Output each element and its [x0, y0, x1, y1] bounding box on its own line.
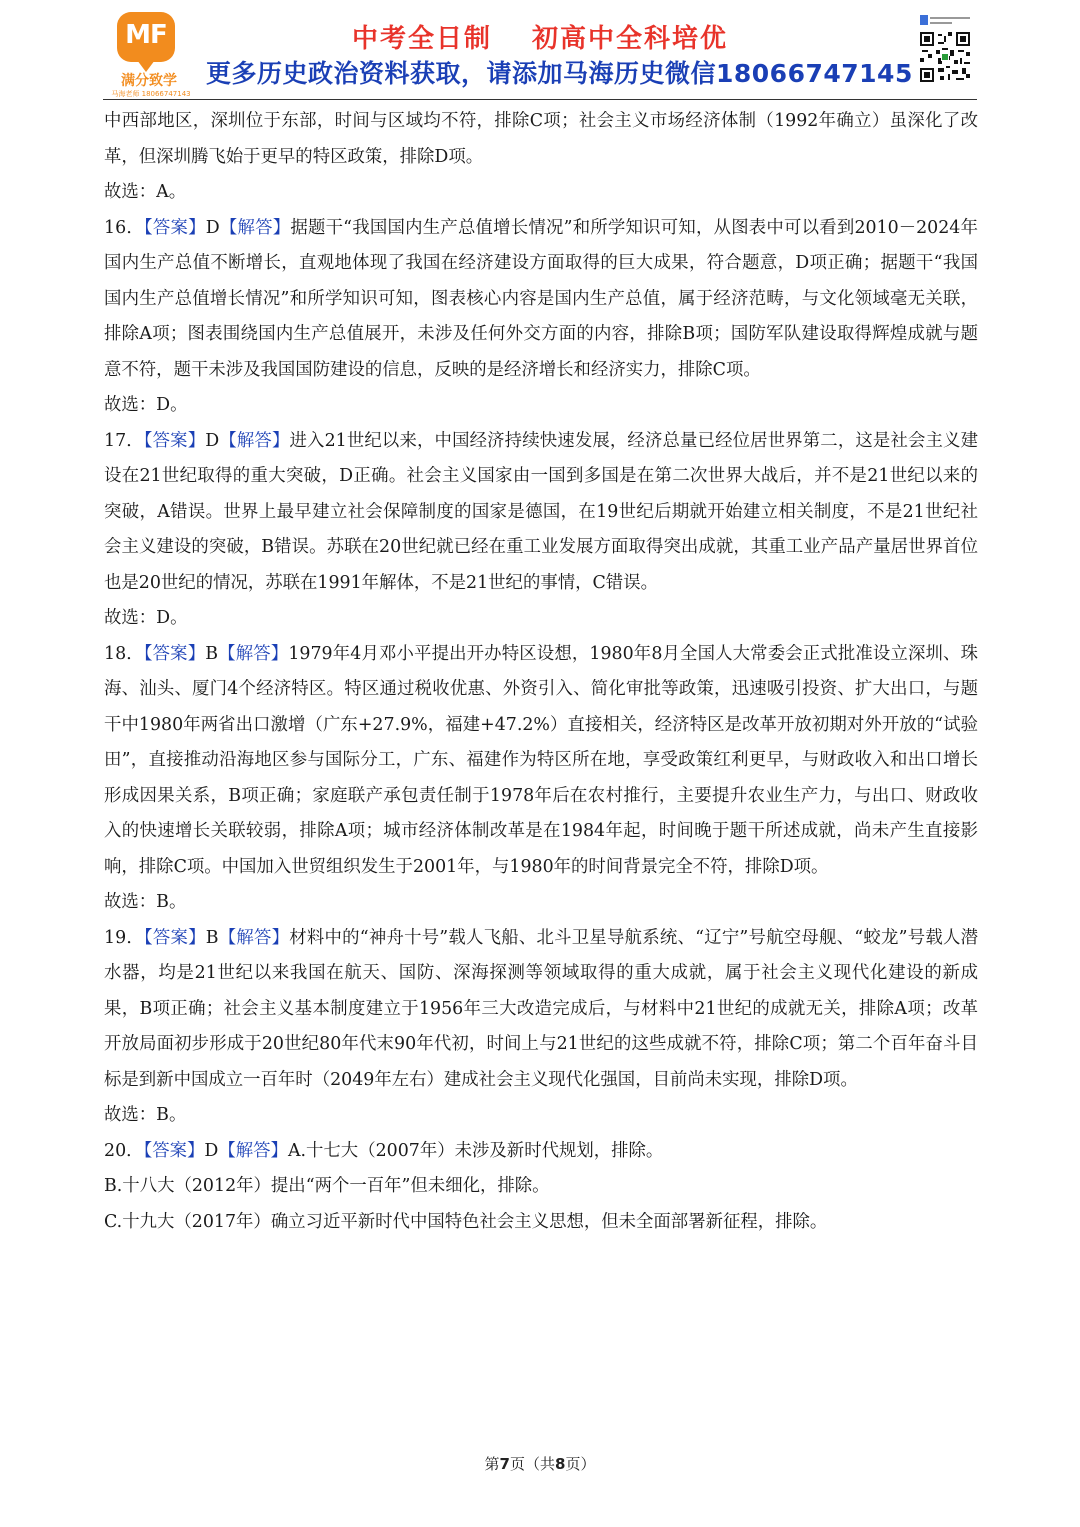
- item-number: 18．: [104, 643, 144, 664]
- answer-letter: B: [205, 643, 219, 664]
- logo-mf-text: MF: [125, 20, 167, 50]
- page-footer: [0, 1453, 1080, 1474]
- brand-logo: [111, 12, 191, 98]
- choice-line: 故选：D。: [104, 608, 188, 628]
- page-number: 7: [499, 1455, 510, 1473]
- logo-subtitle: 马海老师 18066747143: [111, 90, 191, 98]
- item-number: 20．: [104, 1140, 144, 1161]
- qr-matrix-icon: [920, 32, 970, 82]
- answer-letter: D: [204, 1140, 219, 1161]
- footer-prefix: 第: [484, 1455, 500, 1473]
- header-slogan-a: 中考全日制: [352, 24, 493, 54]
- paragraph-continuation: 中西部地区，深圳位于东部，时间与区域均不符，排除C项；社会主义市场经济体制（1992年确立）虽深化了改革，但深圳腾飞始于更早的特区政策，排除D项。: [104, 111, 978, 167]
- solution-tag: 【解答】: [219, 217, 291, 238]
- solution-text: A.十七大（2007年）未涉及新时代规划，排除。: [287, 1140, 664, 1161]
- item-number: 16．: [104, 217, 144, 238]
- answer-item-20: [104, 1134, 978, 1170]
- answer-tag: 【答案】: [143, 217, 206, 238]
- header-slogan: [352, 18, 728, 55]
- answer-item-19: [104, 921, 978, 1099]
- solution-tag: 【解答】: [218, 927, 290, 948]
- option-line-c: C.十九大（2017年）确立习近平新时代中国特色社会主义思想，但未全面部署新征程，排除。: [104, 1211, 828, 1232]
- logo-name: 满分致学: [121, 73, 177, 89]
- solution-text: 进入21世纪以来，中国经济持续快速发展，经济总量已经位居世界第二，这是社会主义建设在21世纪取得的重大突破，D正确。社会主义国家由一国到多国是在第二次世界大战后，并不是21世纪以来的突破，A错误。世界上最早建立社会保障制度的国家是德国，在19世纪后期就开始建立相关制度，不是21世纪社会主义建设的突破，B错误。苏联在20世纪就已经在重工业发展方面取得突出成就，其重工业产品产量居世界首位也是20世纪的情况，苏联在1991年解体，不是21世纪的事情，C错误。: [104, 430, 978, 593]
- choice-line: 故选：B。: [104, 892, 187, 912]
- answer-content: [104, 104, 978, 1240]
- choice-line: 故选：A。: [104, 182, 187, 202]
- qr-code-icon: [920, 14, 972, 84]
- footer-mid: 页（共: [509, 1455, 555, 1473]
- header-slogan-b: 初高中全科培优: [532, 24, 729, 54]
- solution-tag: 【解答】: [219, 430, 290, 451]
- answer-tag: 【答案】: [143, 927, 206, 948]
- page-header: [0, 0, 1080, 100]
- option-line-b: B.十八大（2012年）提出“两个一百年”但未细化，排除。: [104, 1176, 550, 1196]
- item-number: 19．: [104, 927, 144, 948]
- qr-caption-icon: [920, 14, 972, 28]
- answer-letter: B: [205, 927, 219, 948]
- header-divider: [103, 99, 977, 100]
- answer-item-16: [104, 211, 978, 389]
- header-contact: 更多历史政治资料获取，请添加马海历史微信18066747145: [206, 59, 913, 88]
- answer-tag: 【答案】: [143, 430, 206, 451]
- solution-text: 据题干“我国国内生产总值增长情况”和所学知识可知，从图表中可以看到2010－2024年国内生产总值不断增长，直观地体现了我国在经济建设方面取得的巨大成果，符合题意，D项正确；据题干“我国国内生产总值增长情况”和所学知识可知，图表核心内容是国内生产总值，属于经济范畴，与文化领域毫无关联，排除A项；图表围绕国内生产总值展开，未涉及任何外交方面的内容，排除B项；国防军队建设取得辉煌成就与题意不符，题干未涉及我国国防建设的信息，反映的是经济增长和经济实力，排除C项。: [104, 217, 978, 380]
- answer-item-17: [104, 424, 978, 602]
- answer-letter: D: [205, 430, 220, 451]
- answer-item-18: [104, 637, 978, 886]
- solution-text: 材料中的“神舟十号”载人飞船、北斗卫星导航系统、“辽宁”号航空母舰、“蛟龙”号载人潜水器，均是21世纪以来我国在航天、国防、深海探测等领域取得的重大成就，属于社会主义现代化建设的新成果，B项正确；社会主义基本制度建立于1956年三大改造完成后，与材料中21世纪的成就无关，排除A项；改革开放局面初步形成于20世纪80年代末90年代初，时间上与21世纪的这些成就不符，排除C项；第二个百年奋斗目标是到新中国成立一百年时（2049年左右）建成社会主义现代化强国，目前尚未实现，排除D项。: [104, 927, 978, 1090]
- answer-letter: D: [205, 217, 220, 238]
- solution-text: 1979年4月邓小平提出开办特区设想，1980年8月全国人大常委会正式批准设立深圳、珠海、汕头、厦门4个经济特区。特区通过税收优惠、外资引入、简化审批等政策，迅速吸引投资、扩大出口，与题干中1980年两省出口激增（广东+27.9%，福建+47.2%）直接相关，经济特区是改革开放初期对外开放的“试验田”，直接推动沿海地区参与国际分工，广东、福建作为特区所在地，享受政策红利更早，与财政收入和出口增长形成因果关系，B项正确；家庭联产承包责任制于1978年后在农村推行，主要提升农业生产力，与出口、财政收入的快速增长关联较弱，排除A项；城市经济体制改革是在1984年起，时间晚于题干所述成就，尚未产生直接影响，排除C项。中国加入世贸组织发生于2001年，与1980年的时间背景完全不符，排除D项。: [104, 643, 978, 877]
- total-pages: 8: [555, 1455, 566, 1473]
- choice-line: 故选：B。: [104, 1105, 187, 1125]
- item-number: 17．: [104, 430, 144, 451]
- footer-suffix: 页）: [565, 1455, 596, 1473]
- solution-tag: 【解答】: [218, 1140, 288, 1161]
- choice-line: 故选：D。: [104, 395, 188, 415]
- solution-tag: 【解答】: [218, 643, 289, 664]
- answer-tag: 【答案】: [143, 1140, 205, 1161]
- answer-tag: 【答案】: [143, 643, 206, 664]
